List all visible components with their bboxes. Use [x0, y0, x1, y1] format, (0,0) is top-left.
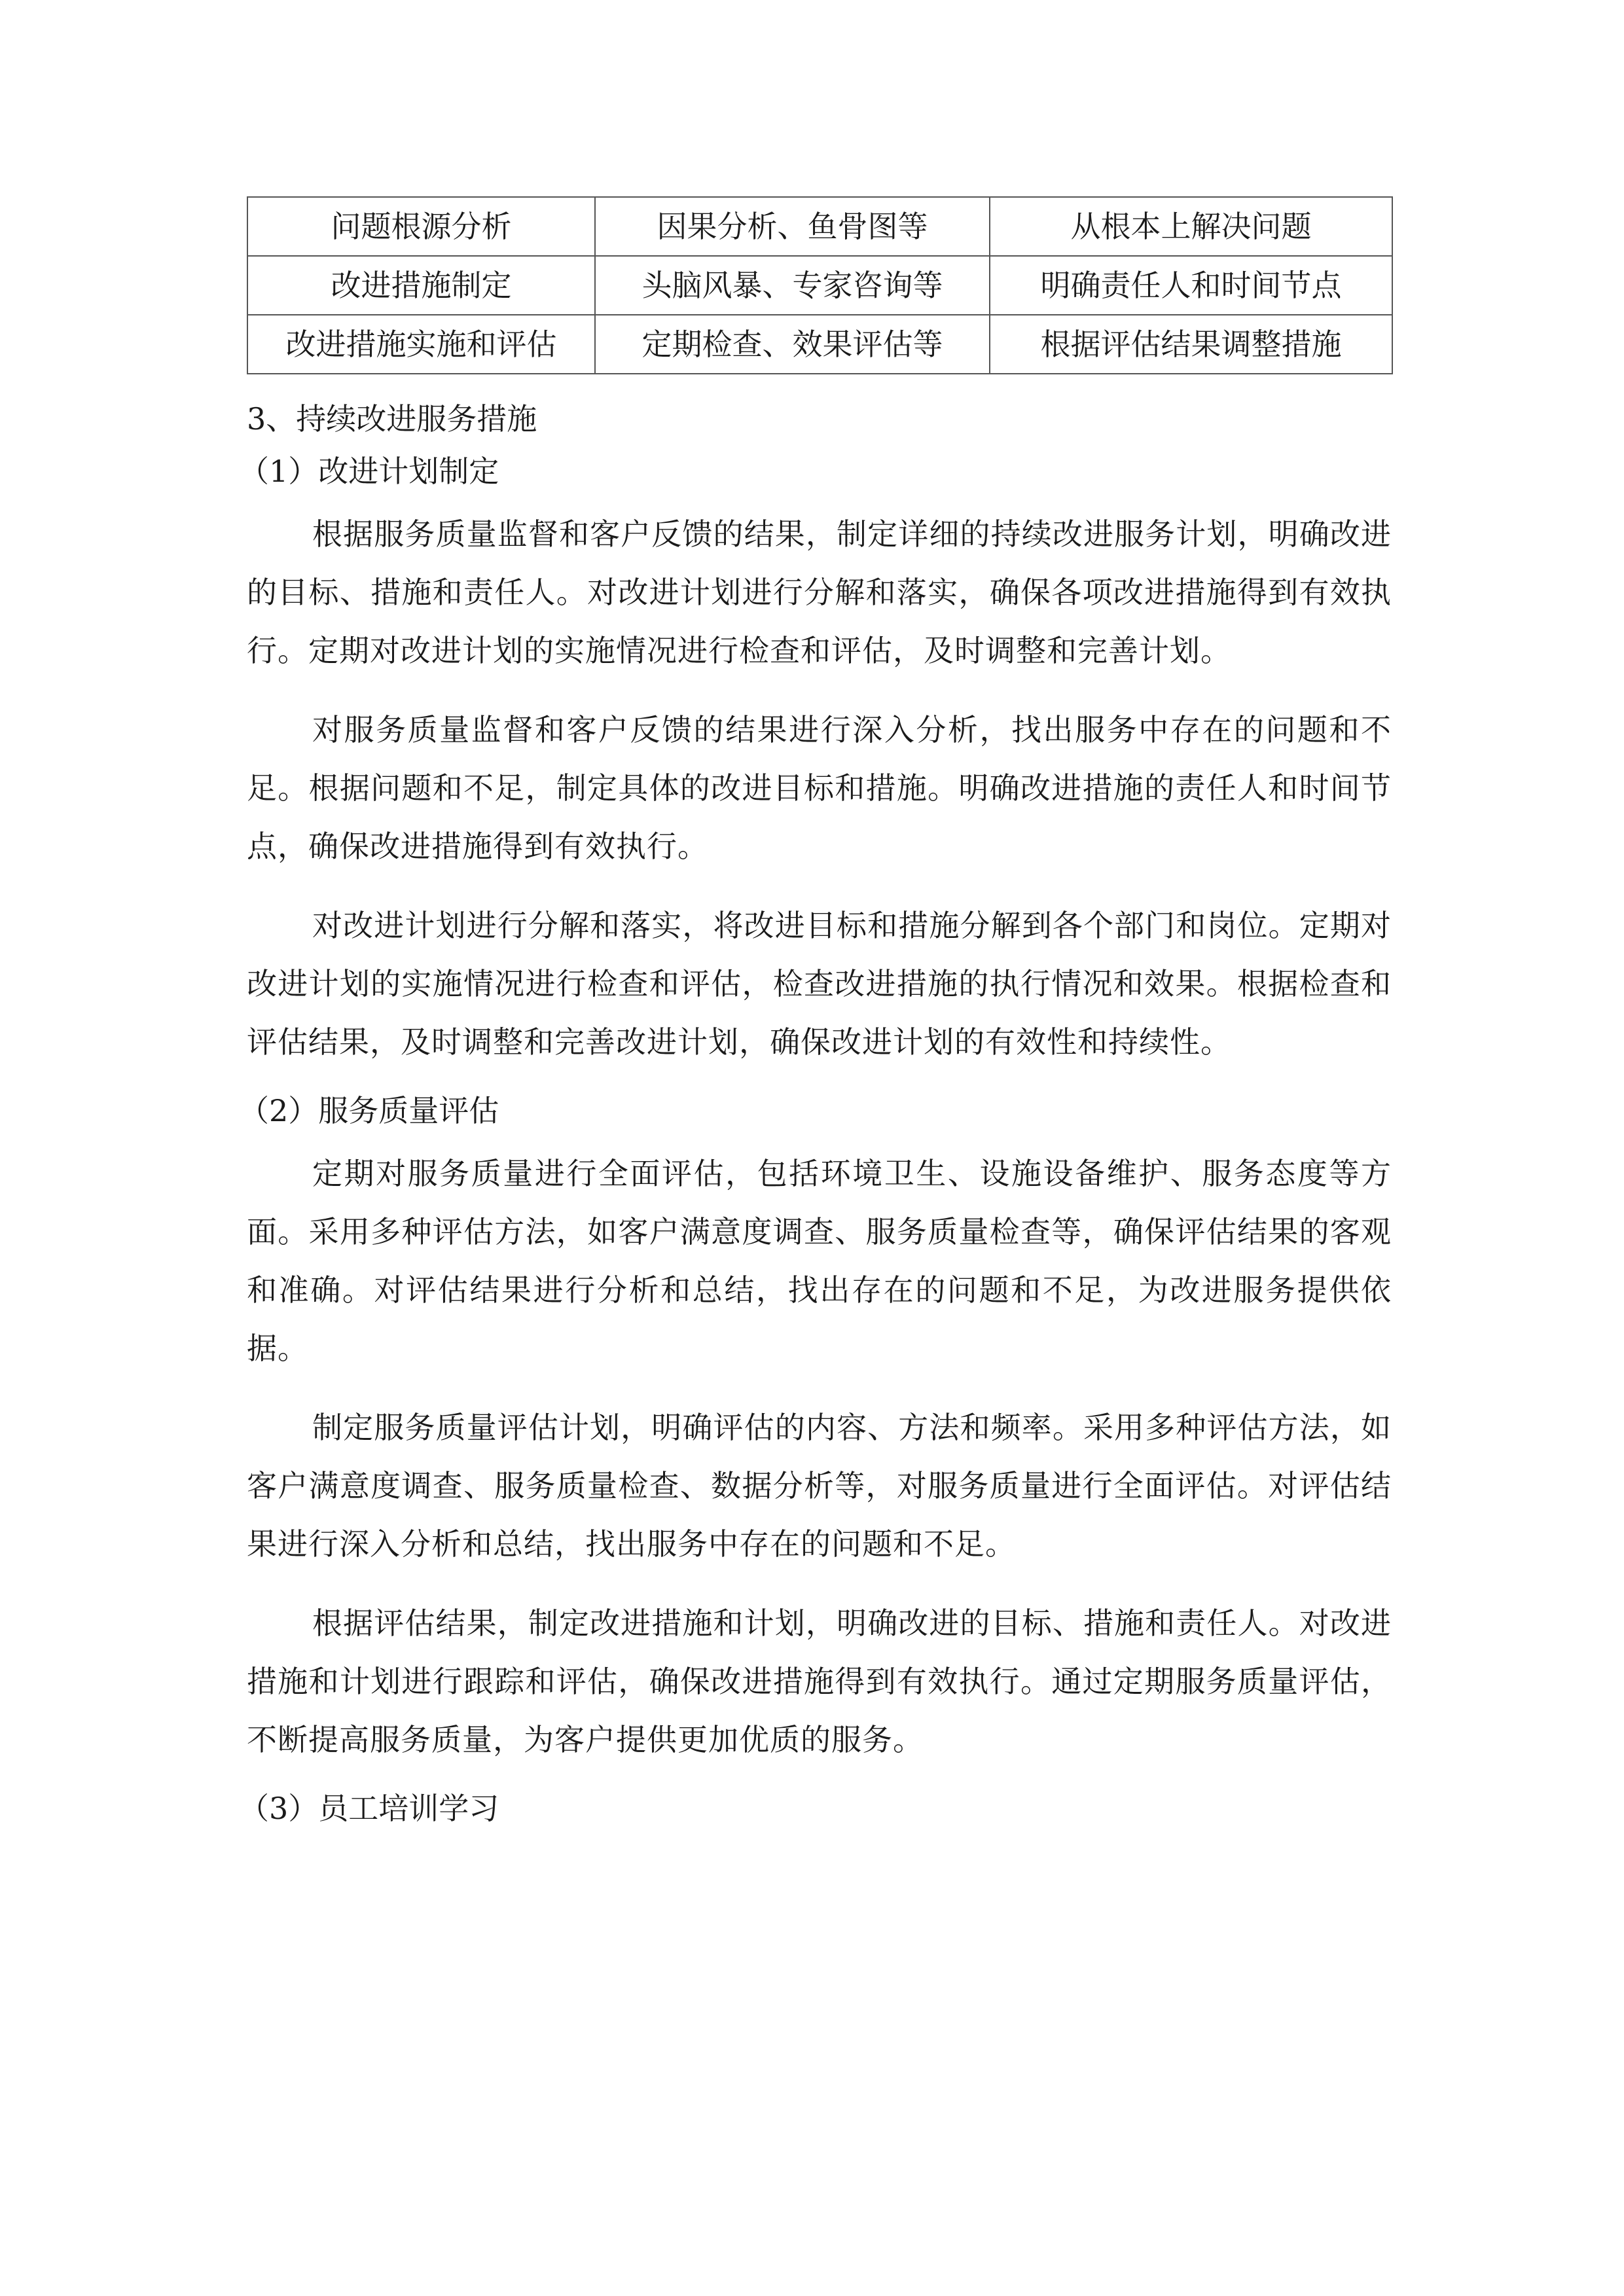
table-row [247, 315, 1392, 374]
subsection-heading-improvement-plan: （1）改进计划制定 [239, 454, 499, 489]
table-cell: 明确责任人和时间节点 [990, 256, 1392, 315]
table-cell: 问题根源分析 [247, 197, 595, 256]
paragraph: 对服务质量监督和客户反馈的结果进行深入分析，找出服务中存在的问题和不足。根据问题和不足，制定具体的改进目标和措施。明确改进措施的责任人和时间节点，确保改进措施得到有效执行。 [247, 712, 1392, 864]
paragraph: 根据服务质量监督和客户反馈的结果，制定详细的持续改进服务计划，明确改进的目标、措施和责任人。对改进计划进行分解和落实，确保各项改进措施得到有效执行。定期对改进计划的实施情况进行检查和评估，及时调整和完善计划。 [247, 516, 1392, 668]
paragraph: 对改进计划进行分解和落实，将改进目标和措施分解到各个部门和岗位。定期对改进计划的实施情况进行检查和评估，检查改进措施的执行情况和效果。根据检查和评估结果，及时调整和完善改进计划，确保改进计划的有效性和持续性。 [247, 908, 1392, 1060]
paragraph: 制定服务质量评估计划，明确评估的内容、方法和频率。采用多种评估方法，如客户满意度调查、服务质量检查、数据分析等，对服务质量进行全面评估。对评估结果进行深入分析和总结，找出服务中存在的问题和不足。 [247, 1410, 1392, 1562]
table-cell: 从根本上解决问题 [990, 197, 1392, 256]
table-cell: 因果分析、鱼骨图等 [595, 197, 990, 256]
table-cell: 根据评估结果调整措施 [990, 315, 1392, 374]
table-cell: 改进措施制定 [247, 256, 595, 315]
paragraph: 定期对服务质量进行全面评估，包括环境卫生、设施设备维护、服务态度等方面。采用多种评估方法，如客户满意度调查、服务质量检查等，确保评估结果的客观和准确。对评估结果进行分析和总结，找出存在的问题和不足，为改进服务提供依据。 [247, 1156, 1392, 1366]
table-cell: 头脑风暴、专家咨询等 [595, 256, 990, 315]
paragraph: 根据评估结果，制定改进措施和计划，明确改进的目标、措施和责任人。对改进措施和计划进行跟踪和评估，确保改进措施得到有效执行。通过定期服务质量评估，不断提高服务质量，为客户提供更加优质的服务。 [247, 1605, 1392, 1757]
body-text [239, 393, 1392, 1835]
section-heading: 3、持续改进服务措施 [247, 401, 537, 437]
subsection-heading-quality-assessment: （2）服务质量评估 [239, 1093, 499, 1128]
table-row [247, 256, 1392, 315]
table-row [247, 197, 1392, 256]
table-cell: 改进措施实施和评估 [247, 315, 595, 374]
table-cell: 定期检查、效果评估等 [595, 315, 990, 374]
methods-table [247, 196, 1393, 374]
subsection-heading-staff-training: （3）员工培训学习 [239, 1791, 499, 1826]
